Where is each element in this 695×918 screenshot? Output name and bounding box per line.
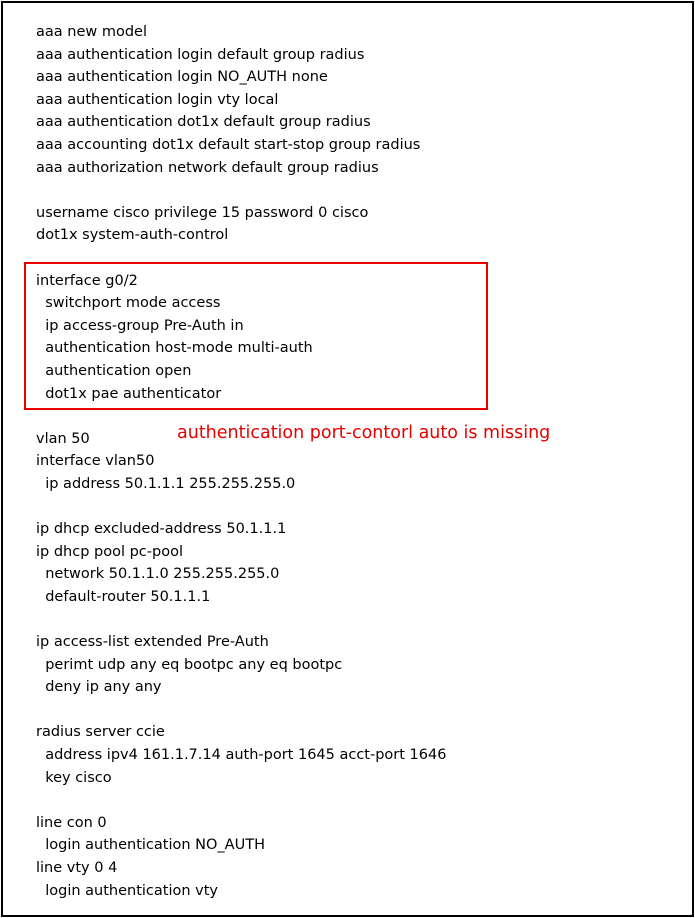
blank-line (36, 608, 446, 631)
config-line: login authentication NO_AUTH (36, 837, 265, 854)
config-line: aaa new model (36, 24, 147, 40)
config-line: key cisco (36, 769, 112, 786)
config-line: switchport mode access (36, 295, 221, 312)
config-line: aaa authentication login default group radius (36, 46, 365, 63)
config-line: vlan 50 (36, 430, 90, 447)
config-line: aaa authorization network default group radius (36, 159, 379, 176)
config-line: dot1x pae authenticator (36, 385, 222, 402)
config-line: default-router 50.1.1.1 (36, 588, 211, 605)
config-line: aaa accounting dot1x default start-stop group radius (36, 136, 421, 153)
interface-highlight-box (24, 262, 488, 410)
config-line: ip dhcp excluded-address 50.1.1.1 (36, 521, 287, 538)
config-listing (36, 21, 446, 902)
config-line: address ipv4 161.1.7.14 auth-port 1645 acct-port 1646 (36, 747, 447, 763)
config-line: aaa authentication dot1x default group radius (36, 114, 371, 131)
config-line: dot1x system-auth-control (36, 227, 229, 244)
config-line: ip access-list extended Pre-Auth (36, 634, 269, 651)
config-line: interface g0/2 (36, 272, 138, 289)
config-line: aaa authentication login vty local (36, 91, 279, 108)
blank-line (36, 495, 446, 518)
config-line: perimt udp any eq bootpc any eq bootpc (36, 656, 343, 673)
config-line: ip access-group Pre-Auth in (36, 317, 244, 334)
config-line: ip address 50.1.1.1 255.255.255.0 (36, 475, 296, 492)
config-line: radius server ccie (36, 724, 165, 741)
config-line: username cisco privilege 15 password 0 cisco (36, 204, 369, 221)
config-line: network 50.1.1.0 255.255.255.0 (36, 566, 280, 583)
config-line: deny ip any any (36, 679, 162, 696)
config-line: interface vlan50 (36, 453, 155, 470)
config-line: aaa authentication login NO_AUTH none (36, 69, 328, 86)
config-line: line vty 0 4 (36, 859, 118, 876)
config-line: authentication host-mode multi-auth (36, 340, 313, 357)
blank-line (36, 789, 446, 812)
blank-line (36, 179, 446, 202)
blank-line (36, 699, 446, 722)
config-line: line con 0 (36, 814, 107, 831)
config-line: authentication open (36, 362, 192, 379)
config-line: ip dhcp pool pc-pool (36, 543, 183, 560)
missing-command-annotation: authentication port-contorl auto is missing (177, 423, 551, 443)
config-line: login authentication vty (36, 882, 219, 899)
